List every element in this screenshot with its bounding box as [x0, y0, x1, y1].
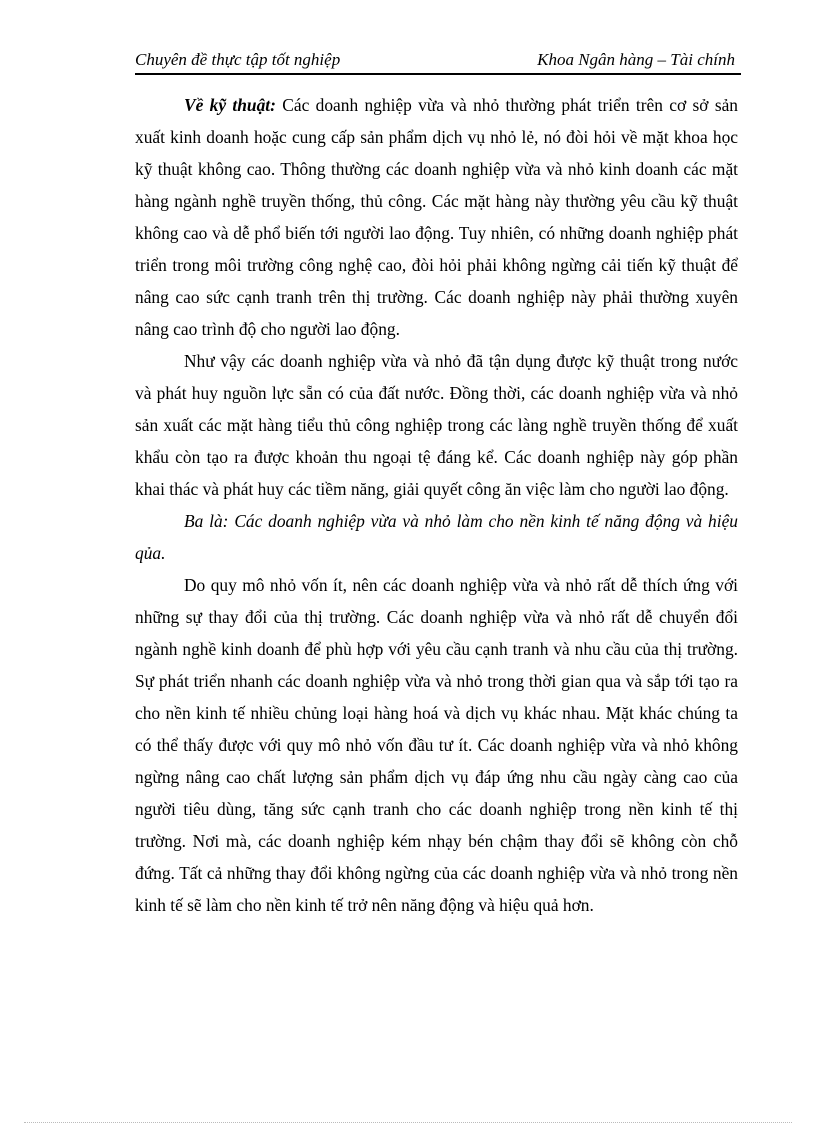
paragraph-dynamism: Do quy mô nhỏ vốn ít, nên các doanh nghiệp vừa và nhỏ rất dễ thích ứng với những sự thay đổi của thị trường. Các doanh nghiệp vừa và nhỏ rất dễ chuyển đổi ngành nghề kinh doanh để phù hợp với yêu cầu cạnh tranh và nhu cầu của thị trường. Sự phát triển nhanh các doanh nghiệp vừa và nhỏ trong thời gian qua và sắp tới tạo ra cho nền kinh tế nhiều chủng loại hàng hoá và dịch vụ khác nhau. Mặt khác chúng ta có thể thấy được với quy mô nhỏ vốn đầu tư ít. Các doanh nghiệp vừa và nhỏ không ngừng nâng cao chất lượng sản phẩm dịch vụ đáp ứng nhu cầu ngày càng cao của người tiêu dùng, tăng sức cạnh tranh cho các doanh nghiệp trong nền kinh tế thị trường. Nơi mà, các doanh nghiệp kém nhạy bén chậm thay đổi sẽ không còn chỗ đứng. Tất cả những thay đổi không ngừng của các doanh nghiệp vừa và nhỏ trong nền kinh tế sẽ làm cho nền kinh tế trở nên năng động và hiệu quả hơn. — [135, 575, 738, 915]
header-department: Khoa Ngân hàng – Tài chính — [537, 50, 735, 69]
paragraph-lead-heading: Về kỹ thuật: — [184, 95, 276, 115]
page-header — [135, 47, 741, 75]
section-heading-three: Ba là: Các doanh nghiệp vừa và nhỏ làm cho nền kinh tế năng động và hiệu qủa. — [135, 511, 738, 563]
header-document-title: Chuyên đề thực tập tốt nghiệp — [135, 50, 341, 69]
document-body — [135, 89, 738, 921]
paragraph-technology — [135, 89, 738, 345]
paragraph-resources: Như vậy các doanh nghiệp vừa và nhỏ đã tận dụng được kỹ thuật trong nước và phát huy nguồn lực sẵn có của đất nước. Đồng thời, các doanh nghiệp vừa và nhỏ sản xuất các mặt hàng tiểu thủ công nghiệp trong các làng nghề truyền thống để xuất khẩu còn tạo ra được khoản thu ngoại tệ đáng kể. Các doanh nghiệp này góp phần khai thác và phát huy các tiềm năng, giải quyết công ăn việc làm cho người lao động. — [135, 351, 738, 499]
paragraph-text: Các doanh nghiệp vừa và nhỏ thường phát triển trên cơ sở sản xuất kinh doanh hoặc cung cấp sản phẩm dịch vụ nhỏ lẻ, nó đòi hỏi về mặt khoa học kỹ thuật không cao. Thông thường các doanh nghiệp vừa và nhỏ kinh doanh các mặt hàng ngành nghề truyền thống, thủ công. Các mặt hàng này thường yêu cầu kỹ thuật không cao và dễ phổ biến tới người lao động. Tuy nhiên, có những doanh nghiệp phát triển trong môi trường công nghệ cao, đòi hỏi phải không ngừng cải tiến kỹ thuật để nâng cao sức cạnh tranh trên thị trường. Các doanh nghiệp này phải thường xuyên nâng cao trình độ cho người lao động. — [135, 95, 739, 339]
